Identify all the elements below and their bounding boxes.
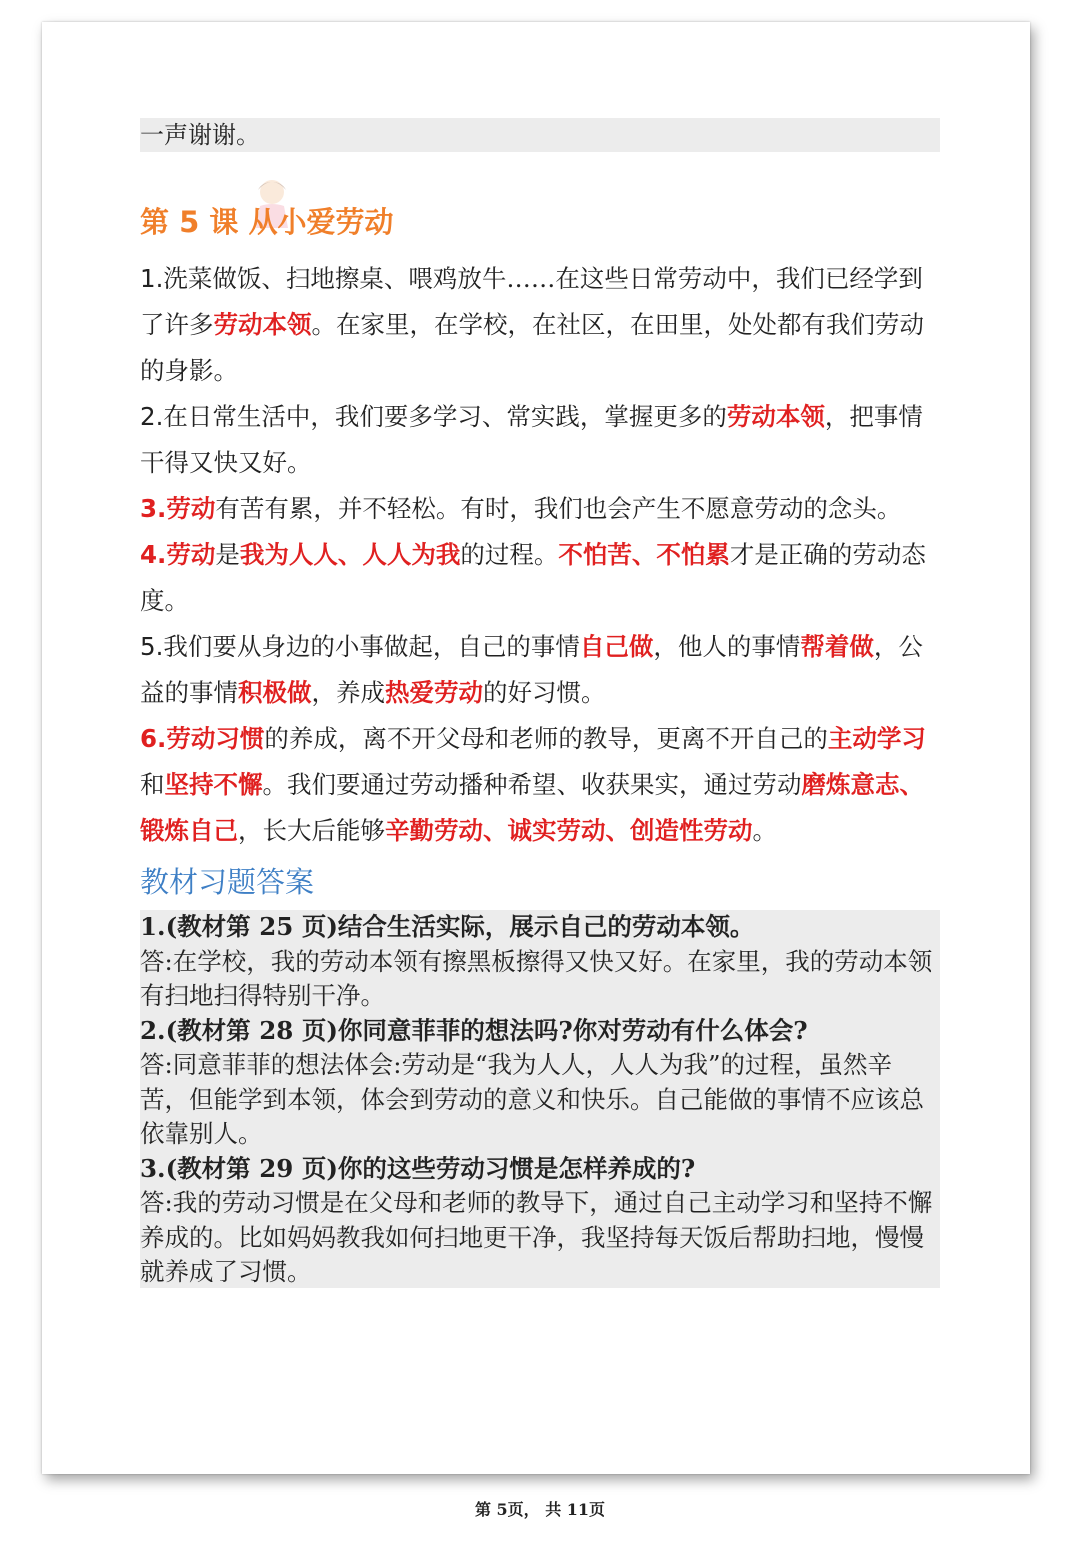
- point-text: ，把事情干得又快又好。: [140, 402, 923, 477]
- exercise-question: 3.(教材第 29 页)你的这些劳动习惯是怎样养成的?: [140, 1153, 696, 1183]
- key-point-number: 1.: [140, 264, 164, 293]
- key-point-number: 6.: [140, 724, 167, 753]
- highlighted-term: 我为人人、人人为我: [239, 540, 461, 569]
- point-text: ，他人的事情: [653, 632, 801, 661]
- key-point-number: 4.: [140, 540, 167, 569]
- point-text: 是: [215, 540, 240, 569]
- exercise-question: 1.(教材第 25 页)结合生活实际，展示自己的劳动本领。: [140, 912, 755, 941]
- lesson-title: 第 5 课 从小爱劳动: [140, 205, 394, 239]
- key-point: [140, 256, 940, 394]
- highlighted-term: 劳动本领: [726, 402, 825, 431]
- highlighted-term: 不怕苦、不怕累: [558, 540, 730, 569]
- key-point-number: 2.: [140, 402, 164, 431]
- point-text: 的过程。: [460, 540, 559, 569]
- key-point-number: 5.: [140, 632, 164, 661]
- highlighted-term: 劳动: [166, 494, 216, 523]
- point-text: 。在家里，在学校，在社区，在田里，处处都有我们劳动的身影。: [140, 310, 924, 385]
- point-text: 才是正确的劳动态度。: [140, 540, 926, 615]
- key-points: [140, 256, 940, 854]
- point-text: 和: [140, 770, 165, 799]
- exercise-answer: 答:同意菲菲的想法体会:劳动是“我为人人，人人为我”的过程，虽然辛苦，但能学到本领，体会到劳动的意义和快乐。自己能做的事情不应该总依靠别人。: [140, 1050, 924, 1148]
- point-text: ，长大后能够: [238, 816, 385, 845]
- key-point-number: 3.: [140, 494, 167, 523]
- highlighted-term: 积极做: [238, 678, 312, 707]
- point-text: ，公益的事情: [140, 632, 923, 707]
- answers-heading: 教材习题答案: [140, 865, 315, 899]
- point-text: 在日常生活中，我们要多学习、常实践，掌握更多的: [163, 402, 727, 431]
- highlighted-term: 劳动习惯: [166, 724, 265, 753]
- highlighted-term: 辛勤劳动、诚实劳动、创造性劳动: [385, 816, 753, 845]
- continued-text-line: 一声谢谢。: [140, 118, 940, 152]
- document-page: [42, 22, 1030, 1474]
- exercise-answer: 答:我的劳动习惯是在父母和老师的教导下，通过自己主动学习和坚持不懈养成的。比如妈妈教我如何扫地更干净，我坚持每天饭后帮助扫地，慢慢就养成了习惯。: [140, 1188, 933, 1286]
- point-text: ，养成: [311, 678, 385, 707]
- key-point: [140, 624, 940, 716]
- highlighted-term: 劳动: [166, 540, 216, 569]
- point-text: 。: [752, 816, 777, 845]
- exercise-question: 2.(教材第 28 页)你同意菲菲的想法吗?你对劳动有什么体会?: [140, 1015, 808, 1045]
- point-text: 的养成，离不开父母和老师的教导，更离不开自己的: [264, 724, 828, 753]
- highlighted-term: 热爱劳动: [385, 678, 483, 707]
- key-point: [140, 394, 940, 486]
- highlighted-term: 自己做: [579, 632, 654, 661]
- point-text: 的好习惯。: [483, 678, 606, 707]
- key-point: [140, 532, 940, 624]
- page-footer: 第 5页， 共 11页: [474, 1500, 606, 1519]
- qa-box: [140, 910, 940, 1288]
- exercise-answer: 答:在学校，我的劳动本领有擦黑板擦得又快又好。在家里，我的劳动本领有扫地扫得特别干净。: [140, 946, 933, 1010]
- key-point: [140, 716, 940, 854]
- key-point: [140, 486, 940, 532]
- point-text: 。我们要通过劳动播种希望、收获果实，通过劳动: [262, 770, 802, 799]
- highlighted-term: 劳动本领: [213, 310, 312, 339]
- highlighted-term: 磨炼意志、锻炼自己: [140, 770, 924, 845]
- point-text: 我们要从身边的小事做起，自己的事情: [163, 632, 580, 661]
- highlighted-term: 坚持不懈: [164, 770, 263, 799]
- highlighted-term: 帮着做: [800, 632, 874, 661]
- highlighted-term: 主动学习: [827, 724, 926, 753]
- point-text: 洗菜做饭、扫地擦桌、喂鸡放牛……在这些日常劳动中，我们已经学到了许多: [140, 264, 923, 339]
- point-text: 有苦有累，并不轻松。有时，我们也会产生不愿意劳动的念头。: [215, 494, 902, 523]
